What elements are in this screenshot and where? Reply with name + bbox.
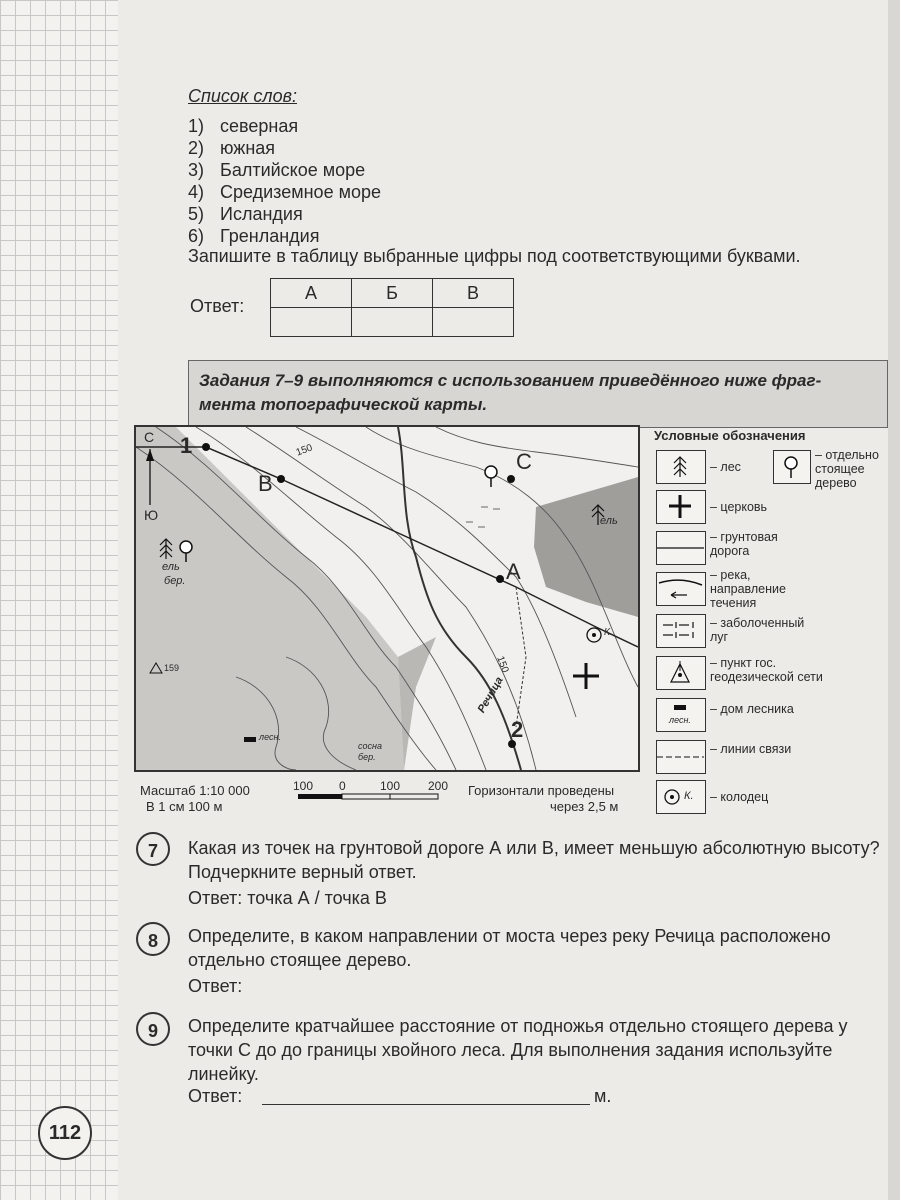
contour-interval: через 2,5 м xyxy=(550,799,619,814)
word-item: 1) северная xyxy=(188,116,299,136)
word-list-title: Список слов: xyxy=(188,86,297,106)
road-icon xyxy=(657,532,704,563)
question-8-text: Определите, в каком направлении от моста через реку Речица расположено отдельно стоящее дерево. xyxy=(188,926,831,970)
word-item: 6) Гренландия xyxy=(188,226,320,246)
point-b-dot xyxy=(277,475,285,483)
forest-area-right xyxy=(534,477,638,617)
legend-river-box xyxy=(656,572,706,606)
well-icon xyxy=(657,781,704,812)
scale-bar xyxy=(296,792,446,804)
word-item: 5) Исландия xyxy=(188,204,303,224)
legend-swamp-text: – заболоченный луг xyxy=(710,616,805,644)
tasks-banner xyxy=(188,360,888,428)
legend-road-text: – грунтовая дорога xyxy=(710,530,778,558)
answer-table xyxy=(270,278,514,337)
question-8-number: 8 xyxy=(136,922,170,956)
legend-tree-text: – отдельно стоящее дерево xyxy=(815,448,879,490)
scale-tick: 100 xyxy=(293,779,314,793)
question-9-number: 9 xyxy=(136,1012,170,1046)
forest-label: бер. xyxy=(358,752,376,762)
scale-tick: 0 xyxy=(339,779,346,793)
page-edge xyxy=(888,0,900,1200)
river-rechitsa xyxy=(398,427,524,770)
forester-house-icon xyxy=(244,737,256,742)
scale-note: В 1 см 100 м xyxy=(146,799,223,814)
word-item: 3) Балтийское море xyxy=(188,160,366,180)
legend-comm-box xyxy=(656,740,706,774)
question-9-answer-line[interactable] xyxy=(262,1104,590,1105)
question-7-text: Какая из точек на грунтовой дороге А или В, имеет меньшую абсолютную высоту? Подчеркните верный ответ. xyxy=(188,838,880,882)
page-number: 112 xyxy=(38,1106,92,1160)
point-2-label: 2 xyxy=(511,717,524,742)
table-instruction: Запишите в таблицу выбранные цифры под соответствующими буквами. xyxy=(188,246,801,266)
compass-north-label: С xyxy=(144,429,155,445)
banner-line-1: Задания 7–9 выполняются с использованием приведённого ниже фраг- xyxy=(199,371,822,390)
legend-house-box-label: лесн. xyxy=(669,715,691,725)
legend-house-box xyxy=(656,698,706,732)
question-9-answer: Ответ: xyxy=(188,1086,243,1106)
point-b-label: В xyxy=(258,471,273,496)
legend-well-text: – колодец xyxy=(710,790,769,804)
banner-line-2: мента топографической карты. xyxy=(199,395,488,414)
point-a-label: А xyxy=(506,559,521,584)
map-drawing xyxy=(136,427,638,770)
legend-well-box-label: К. xyxy=(684,790,694,802)
point-1-label: 1 xyxy=(180,433,193,458)
legend-river-text: – река, направление течения xyxy=(710,568,786,610)
legend-church-box xyxy=(656,490,706,524)
legend-title: Условные обозначения xyxy=(654,428,806,443)
contour-note: Горизонтали проведены xyxy=(468,783,615,798)
legend-swamp-box xyxy=(656,614,706,648)
geodetic-icon xyxy=(657,657,704,688)
point-1-dot xyxy=(202,443,210,451)
question-7-number: 7 xyxy=(136,832,170,866)
comm-lines-icon xyxy=(657,741,704,772)
answer-cell-a[interactable] xyxy=(271,308,352,337)
contour-label: 150 xyxy=(494,654,511,675)
forest-area-center xyxy=(398,637,436,770)
height-label: 159 xyxy=(164,663,180,673)
answer-cell-b[interactable] xyxy=(352,308,433,337)
point-c-dot xyxy=(507,475,515,483)
scale-ratio: Масштаб 1:10 000 xyxy=(140,783,250,798)
topographic-map xyxy=(134,425,640,772)
well-label: К. xyxy=(604,627,613,638)
forest-icon xyxy=(657,451,704,482)
scale-tick: 200 xyxy=(428,779,449,793)
answer-cell-v[interactable] xyxy=(433,308,514,337)
scale-tick: 100 xyxy=(380,779,401,793)
legend-forest-text: – лес xyxy=(710,460,741,474)
question-7-answer[interactable]: Ответ: точка А / точка В xyxy=(188,888,387,908)
legend-geodetic-text: – пункт гос. геодезической сети xyxy=(710,656,823,684)
legend-road-box xyxy=(656,531,706,565)
legend-tree-box xyxy=(773,450,811,484)
tree-label: ель xyxy=(600,515,618,527)
swamp-icon xyxy=(657,615,704,646)
answer-header-b: Б xyxy=(352,279,433,308)
legend-forest-box xyxy=(656,450,706,484)
forest-label: сосна xyxy=(358,741,382,751)
point-c-label: С xyxy=(516,449,532,474)
question-9-text: Определите кратчайшее расстояние от подножья отдельно стоящего дерева у точки С до до границы хвойного леса. Для выполнения задания используйте линейку. xyxy=(188,1016,848,1084)
contour-label: 150 xyxy=(294,442,315,459)
house-label: лесн. xyxy=(259,732,281,742)
legend-church-text: – церковь xyxy=(710,500,768,514)
tree-label: бер. xyxy=(164,575,186,587)
point-a-dot xyxy=(496,575,504,583)
church-icon xyxy=(657,491,704,522)
word-item: 2) южная xyxy=(188,138,276,158)
well-icon xyxy=(587,628,601,642)
question-8-answer[interactable]: Ответ: xyxy=(188,976,243,996)
river-icon xyxy=(657,573,704,604)
dirt-road-branch xyxy=(516,587,526,727)
answer-header-a: А xyxy=(271,279,352,308)
single-tree-icon xyxy=(774,451,809,482)
answer-label: Ответ: xyxy=(190,296,245,316)
word-item: 4) Средиземное море xyxy=(188,182,381,202)
legend-well-box xyxy=(656,780,706,814)
legend-geodetic-box xyxy=(656,656,706,690)
legend-house-text: – дом лесника xyxy=(710,702,794,716)
answer-header-v: В xyxy=(433,279,514,308)
tree-label: ель xyxy=(162,561,180,573)
single-tree-icon xyxy=(485,466,497,487)
swamp-marks xyxy=(466,507,500,527)
question-9-unit: м. xyxy=(594,1086,612,1106)
church-icon xyxy=(573,663,599,689)
compass-south-label: Ю xyxy=(144,507,159,523)
legend-comm-text: – линии связи xyxy=(710,742,792,756)
graph-paper-margin xyxy=(0,0,118,1200)
river-label: Речица xyxy=(475,675,506,715)
